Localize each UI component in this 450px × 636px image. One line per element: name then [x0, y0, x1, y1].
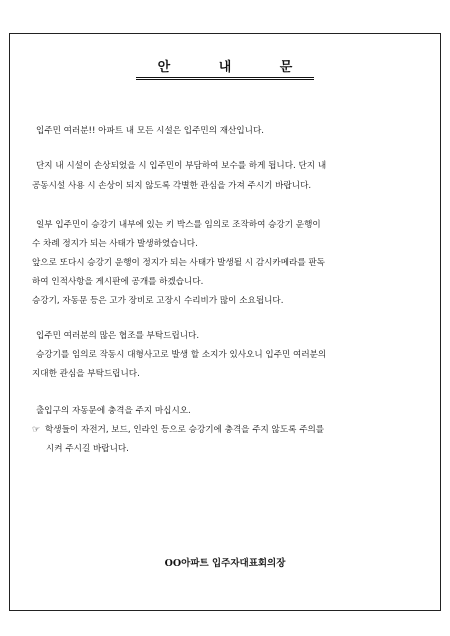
paragraph-2-line-2: 공동시설 사용 시 손상이 되지 않도록 각별한 관심을 가져 주시기 바랍니다. [32, 181, 312, 191]
paragraph-1: 입주민 여러분!! 아파트 내 모든 시설은 입주민의 재산입니다. [36, 126, 264, 136]
notice-border [9, 33, 441, 611]
paragraph-5-line-2: 학생들이 자전거, 보드, 인라인 등으로 승강기에 충격을 주지 않도록 주의를 [45, 425, 325, 435]
paragraph-2-line-1: 단지 내 시설이 손상되었을 시 입주민이 부담하여 보수를 하게 됩니다. 단지 내 [36, 161, 327, 171]
paragraph-5-line-3: 시켜 주시길 바랍니다. [46, 444, 129, 454]
paragraph-3-line-4: 하여 인적사항을 게시판에 공개를 하겠습니다. [32, 277, 204, 287]
notice-title: 안 내 문 [136, 56, 315, 80]
paragraph-5-line-2-row [32, 421, 424, 439]
paragraph-3-line-3: 앞으로 또다시 승강기 운행이 정지가 되는 사태가 발생될 시 감시카메라를 판독 [32, 258, 325, 268]
paragraph-3-line-2: 수 차례 정지가 되는 사태가 발생하였습니다. [32, 239, 198, 249]
paragraph-5-line-1: 출입구의 자동문에 충격을 주지 마십시오. [36, 406, 191, 416]
signature: OO아파트 입주자대표회의장 [164, 558, 286, 569]
paragraph-4-line-3: 지대한 관심을 부탁드립니다. [32, 369, 140, 379]
paragraph-4-line-1: 입주민 여러분의 많은 협조를 부탁드립니다. [36, 331, 200, 341]
paragraph-4-line-2: 승강기를 임의로 작동시 대형사고로 발생 할 소지가 있사오니 입주민 여러분의 [36, 350, 327, 360]
paragraph-3-line-5: 승강기, 자동문 등은 고가 장비로 고장시 수리비가 많이 소요됩니다. [32, 296, 284, 306]
title-container [0, 56, 450, 80]
pointing-hand-icon: ☞ [32, 425, 41, 435]
paragraph-3-line-1: 일부 입주민이 승강기 내부에 있는 키 박스를 임의로 조작하여 승강기 운행이 [36, 220, 321, 230]
